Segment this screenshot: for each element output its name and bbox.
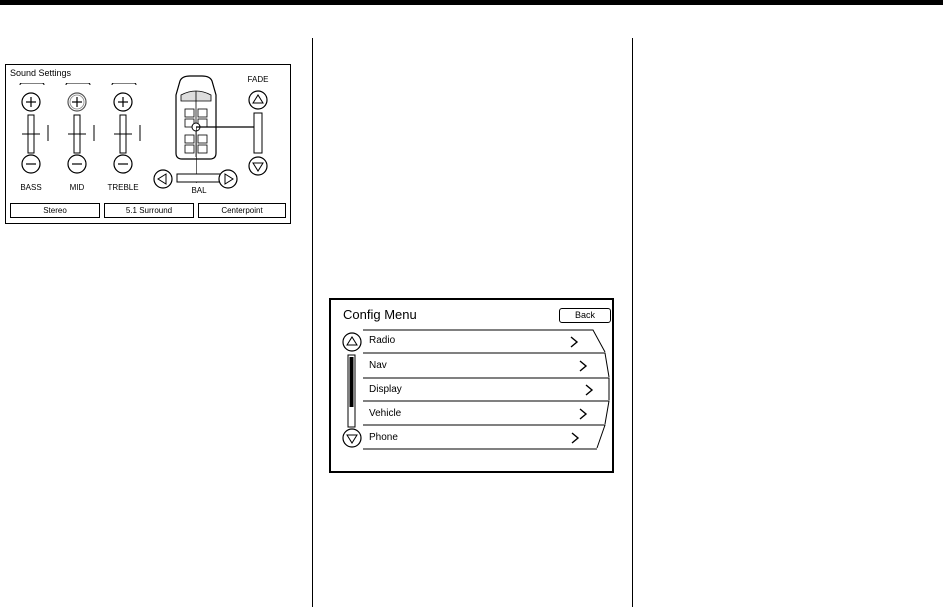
- balance-left-icon[interactable]: [152, 168, 174, 190]
- treble-label: TREBLE: [107, 183, 139, 192]
- bass-label: BASS: [20, 183, 42, 192]
- sound-settings-screen: [5, 64, 291, 224]
- scrollbar[interactable]: [345, 354, 359, 430]
- balance-right-icon[interactable]: [217, 168, 239, 190]
- surround-button[interactable]: 5.1 Surround: [104, 203, 194, 218]
- mid-label: MID: [69, 183, 85, 192]
- config-menu-title: Config Menu: [343, 307, 417, 322]
- menu-item-label: Vehicle: [369, 408, 402, 419]
- fade-label: FADE: [247, 75, 269, 84]
- menu-item-radio[interactable]: [363, 330, 593, 353]
- menu-item-nav[interactable]: [363, 354, 603, 378]
- balance-slider[interactable]: [176, 172, 222, 184]
- menu-item-label: Display: [369, 384, 402, 395]
- chevron-right-icon: [577, 407, 589, 421]
- centerpoint-button[interactable]: Centerpoint: [198, 203, 286, 218]
- stereo-button[interactable]: Stereo: [10, 203, 100, 218]
- treble-plus-icon[interactable]: [112, 91, 134, 113]
- sound-settings-title: Sound Settings: [10, 68, 72, 78]
- treble-minus-icon[interactable]: [112, 153, 134, 175]
- menu-item-vehicle[interactable]: [363, 402, 603, 426]
- chevron-right-icon: [577, 359, 589, 373]
- scroll-up-icon[interactable]: [341, 331, 363, 353]
- bass-minus-icon[interactable]: [20, 153, 42, 175]
- menu-item-label: Nav: [369, 360, 387, 371]
- balance-label: BAL: [191, 186, 207, 195]
- mid-plus-icon[interactable]: [66, 91, 88, 113]
- fade-up-icon[interactable]: [247, 89, 269, 111]
- menu-item-display[interactable]: [363, 379, 607, 402]
- column-divider: [632, 38, 633, 607]
- scroll-down-icon[interactable]: [341, 427, 363, 449]
- menu-item-phone[interactable]: [363, 426, 595, 450]
- menu-item-label: Radio: [369, 335, 396, 346]
- chevron-right-icon: [583, 383, 595, 397]
- chevron-right-icon: [569, 431, 581, 445]
- chevron-right-icon: [568, 335, 580, 349]
- fade-down-icon[interactable]: [247, 155, 269, 177]
- slider-separators: [46, 119, 146, 149]
- mid-minus-icon[interactable]: [66, 153, 88, 175]
- fade-slider[interactable]: [251, 111, 265, 155]
- top-rule: [0, 0, 943, 5]
- config-menu-screen: [329, 298, 614, 473]
- bass-plus-icon[interactable]: [20, 91, 42, 113]
- bass-slider[interactable]: [19, 113, 43, 155]
- column-divider: [312, 38, 313, 607]
- back-button[interactable]: Back: [559, 308, 611, 323]
- menu-item-label: Phone: [369, 432, 398, 443]
